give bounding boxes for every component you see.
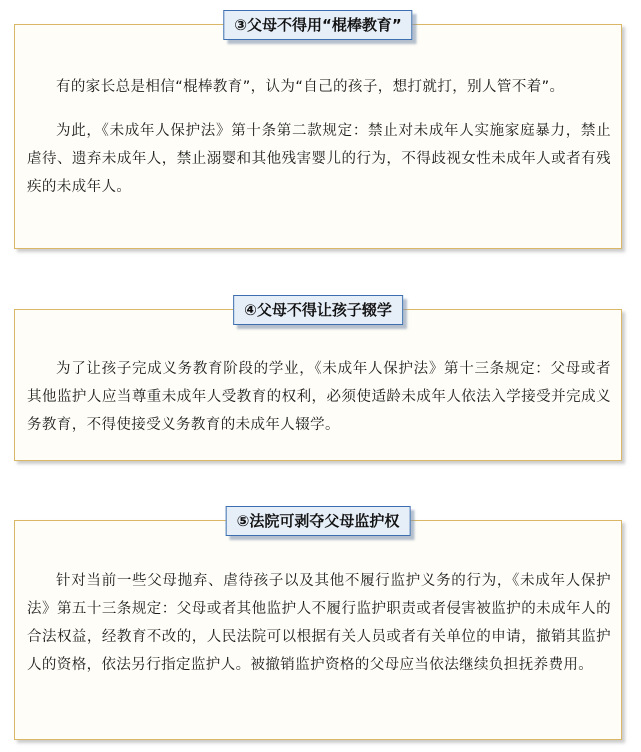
paragraph: 有的家长总是相信“棍棒教育”，认为“自己的孩子，想打就打，别人管不着”。	[56, 79, 565, 95]
paragraph: 为此，《未成年人保护法》第十条第二款规定：禁止对未成年人实施家庭暴力，禁止虐待、遗弃未成年人，禁止溺婴和其他残害婴儿的行为，不得歧视女性未成年人或者有残疾的未成年人。	[27, 123, 611, 195]
paragraph: 针对当前一些父母抛弃、虐待孩子以及其他不履行监护义务的行为，《未成年人保护法》第五十三条规定：父母或者其他监护人不履行监护职责或者侵害被监护的未成年人的合法权益，经教育不改的，人民法院可以根据有关人员或者有关单位的申请，撤销其监护人的资格，依法另行指定监护人。被撤销监护资格的父母应当依法继续负担抚养费用。	[27, 573, 611, 673]
section-title: ③父母不得用“棍棒教育”	[223, 10, 412, 40]
section-no-dropout	[14, 301, 622, 461]
section-body	[27, 355, 611, 439]
section-title: ⑤法院可剥夺父母监护权	[226, 506, 411, 536]
section-body	[27, 567, 611, 679]
section-body	[27, 73, 611, 201]
paragraph: 为了让孩子完成义务教育阶段的学业，《未成年人保护法》第十三条规定：父母或者其他监护人应当尊重未成年人受教育的权利，必须使适龄未成年人依法入学接受并完成义务教育，不得使接受义务教育的未成年人辍学。	[27, 361, 611, 433]
section-guardianship-revocation	[14, 512, 622, 740]
section-title: ④父母不得让孩子辍学	[233, 295, 403, 325]
section-corporal-punishment	[14, 16, 622, 249]
